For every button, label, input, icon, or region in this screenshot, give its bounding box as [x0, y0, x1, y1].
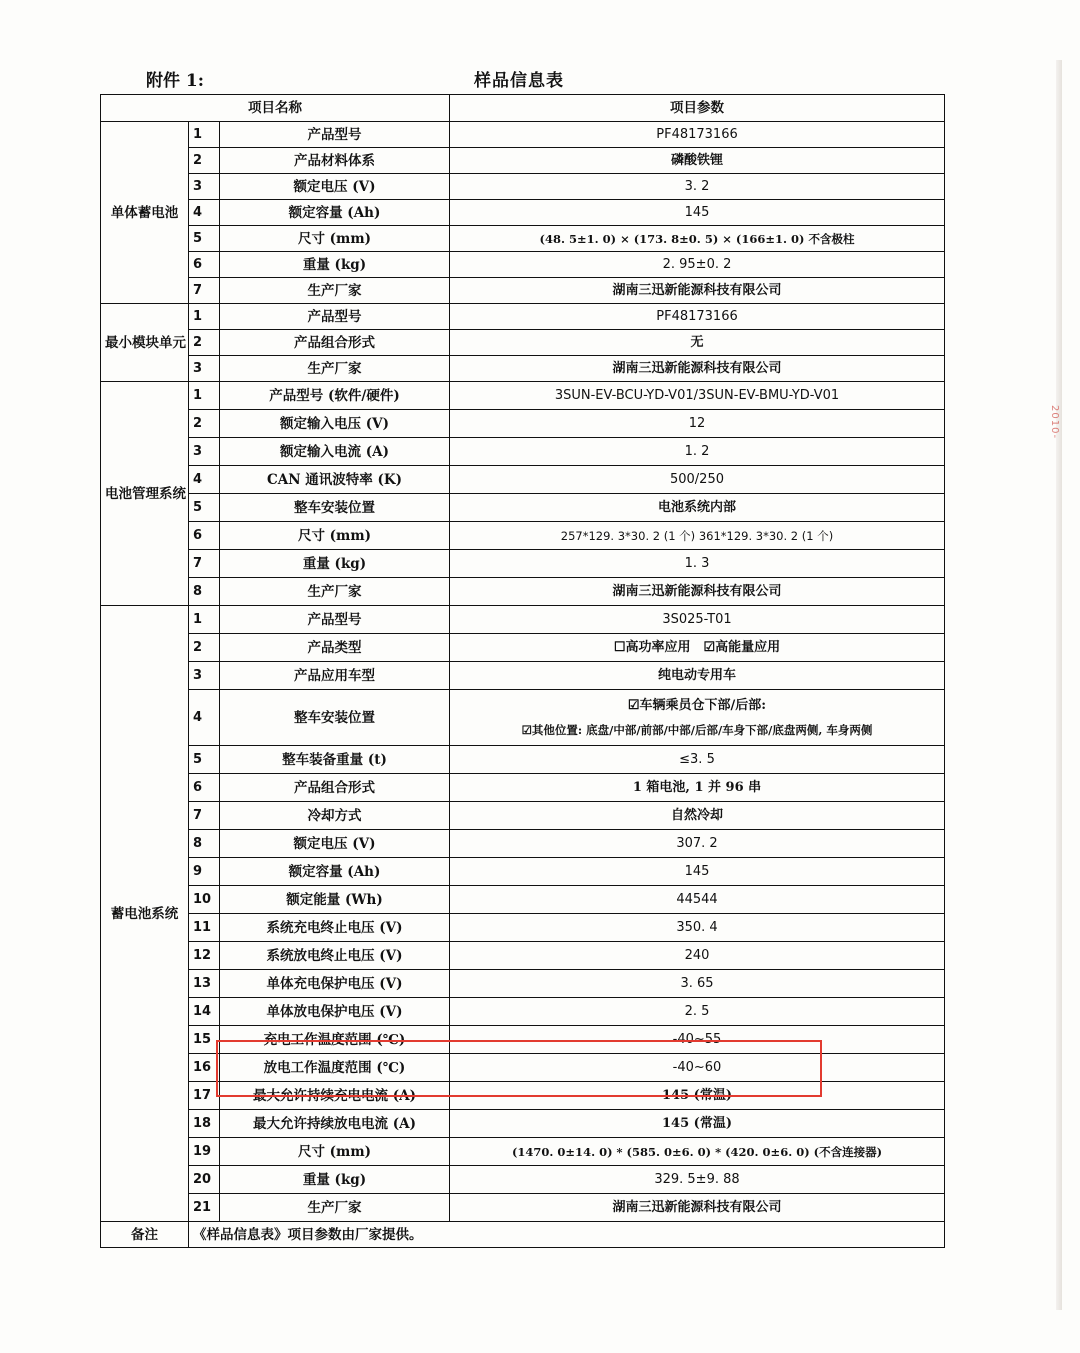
item-name: 单体放电保护电压 (V): [220, 998, 450, 1026]
item-name: 放电工作温度范围 (℃): [220, 1054, 450, 1082]
item-name: 尺寸 (mm): [220, 1138, 450, 1166]
item-value: 3SUN-EV-BCU-YD-V01/3SUN-EV-BMU-YD-V01: [450, 382, 945, 410]
item-name: 生产厂家: [220, 578, 450, 606]
table-row: [101, 252, 945, 278]
item-value: 3. 65: [450, 970, 945, 998]
item-value: 无: [450, 330, 945, 356]
item-value: 145 (常温): [450, 1082, 945, 1110]
item-name: 产品材料体系: [220, 148, 450, 174]
table-row: [101, 690, 945, 746]
item-name: 最大允许持续放电电流 (A): [220, 1110, 450, 1138]
item-name: 整车装备重量 (t): [220, 746, 450, 774]
item-value: 自然冷却: [450, 802, 945, 830]
remark-label: 备注: [101, 1222, 189, 1248]
table-row: [101, 148, 945, 174]
table-row: [101, 1138, 945, 1166]
row-number: 7: [189, 550, 220, 578]
table-row: [101, 634, 945, 662]
item-value: 307. 2: [450, 830, 945, 858]
table-row: [101, 122, 945, 148]
table-row: [101, 914, 945, 942]
table-row: [101, 1166, 945, 1194]
item-name: 整车安装位置: [220, 494, 450, 522]
table-row: [101, 304, 945, 330]
item-name: 生产厂家: [220, 356, 450, 382]
row-number: 1: [189, 382, 220, 410]
row-number: 2: [189, 410, 220, 438]
table-row: [101, 410, 945, 438]
row-number: 5: [189, 226, 220, 252]
item-value: 2. 95±0. 2: [450, 252, 945, 278]
row-number: 11: [189, 914, 220, 942]
row-number: 5: [189, 746, 220, 774]
page-edge: [1056, 60, 1062, 1310]
row-number: 7: [189, 802, 220, 830]
item-name: 尺寸 (mm): [220, 522, 450, 550]
item-name: 重量 (kg): [220, 550, 450, 578]
item-name: 产品应用车型: [220, 662, 450, 690]
row-number: 15: [189, 1026, 220, 1054]
row-number: 2: [189, 148, 220, 174]
item-name: 尺寸 (mm): [220, 226, 450, 252]
item-value: [450, 690, 945, 746]
item-value: 44544: [450, 886, 945, 914]
item-name: 冷却方式: [220, 802, 450, 830]
row-number: 19: [189, 1138, 220, 1166]
table-row: [101, 606, 945, 634]
row-number: 2: [189, 330, 220, 356]
row-number: 3: [189, 662, 220, 690]
table-row: [101, 174, 945, 200]
row-number: 5: [189, 494, 220, 522]
table-header-row: [101, 95, 945, 122]
row-number: 3: [189, 356, 220, 382]
item-value-line-1: ☑车辆乘员仓下部/后部:: [627, 697, 767, 713]
table-row: [101, 494, 945, 522]
item-value: 257*129. 3*30. 2 (1 个) 361*129. 3*30. 2 (1 个): [450, 522, 945, 550]
row-number: 7: [189, 278, 220, 304]
group-label-cell-battery: 单体蓄电池: [101, 122, 189, 304]
item-name: 额定容量 (Ah): [220, 200, 450, 226]
row-number: 4: [189, 200, 220, 226]
item-value: 240: [450, 942, 945, 970]
remark-text: 《样品信息表》项目参数由厂家提供。: [189, 1222, 945, 1248]
header-item-param: 项目参数: [450, 95, 945, 122]
table-row: [101, 746, 945, 774]
item-name: 充电工作温度范围 (℃): [220, 1026, 450, 1054]
item-value: 145 (常温): [450, 1110, 945, 1138]
item-name: 重量 (kg): [220, 252, 450, 278]
row-number: 3: [189, 174, 220, 200]
table-row: [101, 802, 945, 830]
item-name: 系统充电终止电压 (V): [220, 914, 450, 942]
table-row: [101, 200, 945, 226]
table-row: [101, 998, 945, 1026]
table-body: [101, 122, 945, 1222]
table-row: [101, 330, 945, 356]
item-value: -40~60: [450, 1054, 945, 1082]
row-number: 10: [189, 886, 220, 914]
row-number: 3: [189, 438, 220, 466]
table-row: [101, 382, 945, 410]
item-name: 产品类型: [220, 634, 450, 662]
item-name: CAN 通讯波特率 (K): [220, 466, 450, 494]
item-value: -40~55: [450, 1026, 945, 1054]
item-name: 产品组合形式: [220, 774, 450, 802]
group-label-battery-system: 蓄电池系统: [101, 606, 189, 1222]
table-row: [101, 858, 945, 886]
item-name: 重量 (kg): [220, 1166, 450, 1194]
sample-info-table: [100, 94, 945, 1248]
item-name: 产品型号: [220, 304, 450, 330]
table-row: [101, 970, 945, 998]
row-number: 13: [189, 970, 220, 998]
row-number: 4: [189, 690, 220, 746]
item-name: 最大允许持续充电电流 (A): [220, 1082, 450, 1110]
row-number: 6: [189, 774, 220, 802]
item-value: 电池系统内部: [450, 494, 945, 522]
table-row: [101, 1026, 945, 1054]
row-number: 17: [189, 1082, 220, 1110]
item-name: 额定输入电流 (A): [220, 438, 450, 466]
item-value: PF48173166: [450, 304, 945, 330]
row-number: 12: [189, 942, 220, 970]
item-value: 3S025-T01: [450, 606, 945, 634]
table-row: [101, 466, 945, 494]
item-name: 整车安装位置: [220, 690, 450, 746]
item-value: ☐高功率应用 ☑高能量应用: [450, 634, 945, 662]
table-row: [101, 942, 945, 970]
row-number: 20: [189, 1166, 220, 1194]
item-name: 额定容量 (Ah): [220, 858, 450, 886]
row-number: 2: [189, 634, 220, 662]
document-header: [146, 66, 946, 92]
item-value: 磷酸铁锂: [450, 148, 945, 174]
table-row: [101, 578, 945, 606]
row-number: 1: [189, 304, 220, 330]
table-row: [101, 226, 945, 252]
row-number: 14: [189, 998, 220, 1026]
item-name: 额定能量 (Wh): [220, 886, 450, 914]
attachment-label: 附件 1:: [146, 71, 205, 91]
row-number: 8: [189, 830, 220, 858]
row-number: 1: [189, 122, 220, 148]
row-number: 6: [189, 522, 220, 550]
item-value: 纯电动专用车: [450, 662, 945, 690]
item-value: 1. 3: [450, 550, 945, 578]
item-name: 产品型号 (软件/硬件): [220, 382, 450, 410]
table-row: [101, 774, 945, 802]
item-name: 产品型号: [220, 122, 450, 148]
item-name: 额定电压 (V): [220, 174, 450, 200]
item-value: (1470. 0±14. 0) * (585. 0±6. 0) * (420. 0±6. 0) (不含连接器): [450, 1138, 945, 1166]
item-value: 湖南三迅新能源科技有限公司: [450, 1194, 945, 1222]
table-row: [101, 356, 945, 382]
item-value: 1 箱电池, 1 并 96 串: [450, 774, 945, 802]
row-number: 4: [189, 466, 220, 494]
item-value: 湖南三迅新能源科技有限公司: [450, 278, 945, 304]
item-value: 145: [450, 858, 945, 886]
table-row: [101, 830, 945, 858]
row-number: 8: [189, 578, 220, 606]
group-label-battery-management-system: 电池管理系统: [101, 382, 189, 606]
row-number: 16: [189, 1054, 220, 1082]
group-label-min-module-unit: 最小模块单元: [101, 304, 189, 382]
table-row: [101, 1194, 945, 1222]
item-name: 单体充电保护电压 (V): [220, 970, 450, 998]
item-value: 3. 2: [450, 174, 945, 200]
item-value: 145: [450, 200, 945, 226]
item-value: 湖南三迅新能源科技有限公司: [450, 356, 945, 382]
table-row: [101, 1054, 945, 1082]
item-name: 系统放电终止电压 (V): [220, 942, 450, 970]
item-value: PF48173166: [450, 122, 945, 148]
document-title: 样品信息表: [474, 71, 564, 91]
table-row: [101, 662, 945, 690]
item-value: 350. 4: [450, 914, 945, 942]
item-name: 产品型号: [220, 606, 450, 634]
row-number: 6: [189, 252, 220, 278]
stamp-fragment: 2010-: [1049, 405, 1060, 440]
item-value-line-2: ☑其他位置: 底盘/中部/前部/中部/后部/车身下部/底盘两侧, 车身两侧: [521, 722, 873, 737]
table-row: [101, 886, 945, 914]
item-name: 生产厂家: [220, 278, 450, 304]
item-value: 500/250: [450, 466, 945, 494]
table-row: [101, 1110, 945, 1138]
item-name: 额定电压 (V): [220, 830, 450, 858]
item-value: (48. 5±1. 0) × (173. 8±0. 5) × (166±1. 0) 不含极柱: [450, 226, 945, 252]
item-value: 2. 5: [450, 998, 945, 1026]
item-value: 1. 2: [450, 438, 945, 466]
row-number: 1: [189, 606, 220, 634]
remark-row: [101, 1222, 945, 1248]
row-number: 21: [189, 1194, 220, 1222]
table-row: [101, 550, 945, 578]
item-name: 生产厂家: [220, 1194, 450, 1222]
item-name: 额定输入电压 (V): [220, 410, 450, 438]
header-item-name: 项目名称: [101, 95, 450, 122]
row-number: 18: [189, 1110, 220, 1138]
item-value: 329. 5±9. 88: [450, 1166, 945, 1194]
table-row: [101, 522, 945, 550]
item-value: 12: [450, 410, 945, 438]
table-row: [101, 278, 945, 304]
table-row: [101, 438, 945, 466]
table-row: [101, 1082, 945, 1110]
item-value: ≤3. 5: [450, 746, 945, 774]
row-number: 9: [189, 858, 220, 886]
item-name: 产品组合形式: [220, 330, 450, 356]
item-value: 湖南三迅新能源科技有限公司: [450, 578, 945, 606]
